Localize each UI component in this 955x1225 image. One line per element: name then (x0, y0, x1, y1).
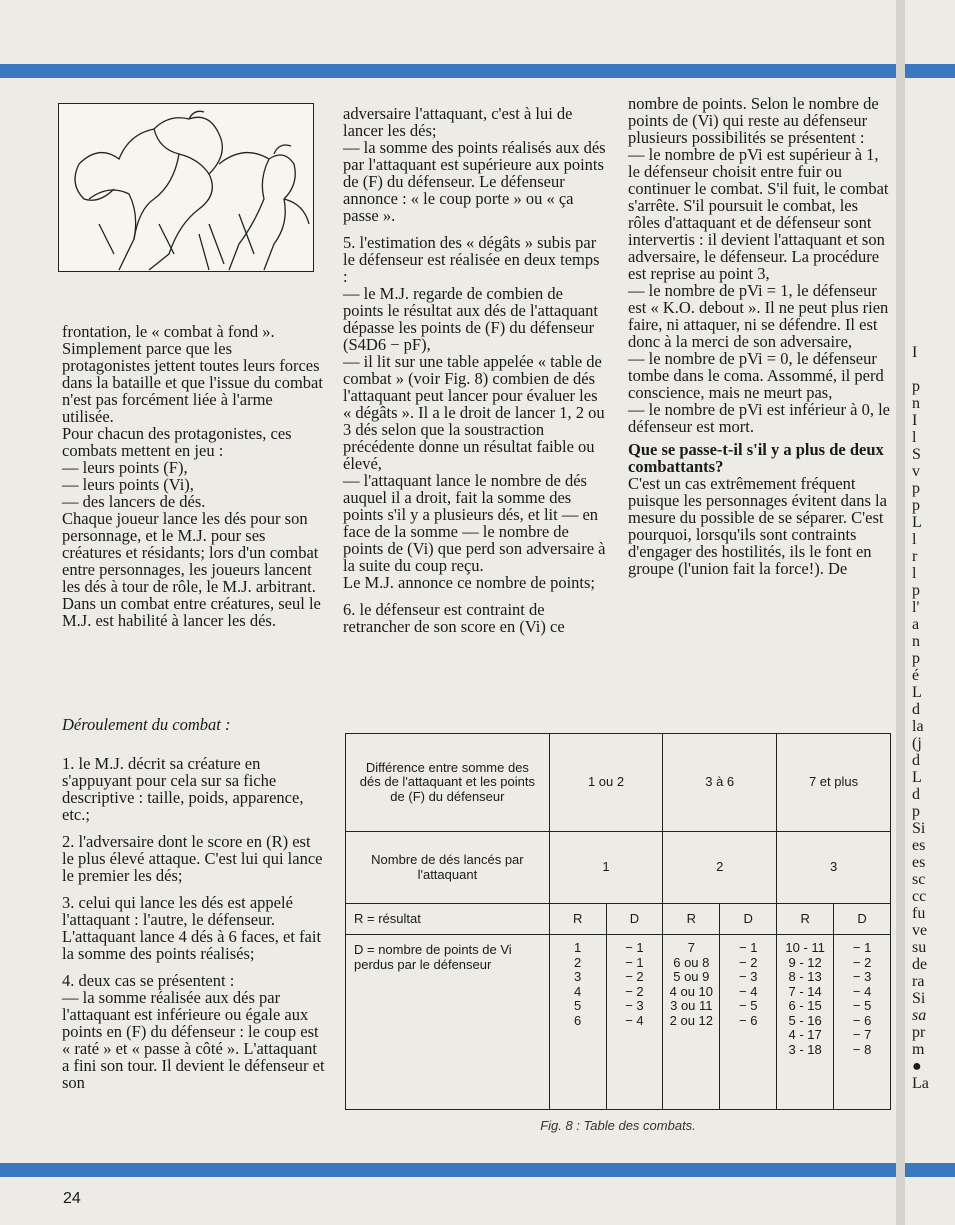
table-value: 7 - 14 (788, 983, 822, 999)
paragraph: Dans un combat entre créatures, seul le M.J. est habilité à lancer les dés. (62, 594, 321, 630)
table-value: − 1 (852, 940, 872, 955)
table-value: − 7 (852, 1027, 872, 1042)
step-item: 3. celui qui lance les dés est appelé l'attaquant : l'autre, le défenseur. L'attaquant lance 4 dés à 6 faces, et fait la somme des points réalisés; (62, 893, 322, 963)
table-value: − 1 (625, 940, 644, 955)
table-value: 3 ou 11 (670, 998, 713, 1013)
table-value: 3 (574, 969, 582, 984)
table-value: − 6 (852, 1012, 872, 1028)
table-value: − 1 (739, 940, 758, 955)
step-item: 1. le M.J. décrit sa créature en s'appuyant pour cela sur sa fiche descriptive : taille, poids, apparence, etc.; (62, 754, 304, 824)
edge-fragment: l (912, 565, 917, 582)
edge-fragment: L (912, 684, 922, 701)
table-cell: R (549, 904, 606, 935)
edge-fragment: Si (912, 990, 926, 1007)
table-column-g1-r (549, 935, 606, 1110)
table-cell: 1 ou 2 (549, 734, 663, 832)
table-header-dice-count: Nombre de dés lancés par l'attaquant (346, 832, 550, 904)
edge-fragment: sa (912, 1007, 927, 1024)
list-item: — leurs points (Vi), (62, 475, 194, 494)
paragraph: — le nombre de pVi est inférieur à 0, le défenseur est mort. (628, 400, 891, 436)
table-header-difference: Différence entre somme des dés de l'attaquant et les points de (F) du défenseur (346, 734, 550, 832)
edge-fragment: p (912, 650, 920, 667)
table-cell: 3 à 6 (663, 734, 777, 832)
paragraph: — le nombre de pVi = 1, le défenseur est « K.O. debout ». Il ne peut plus rien faire, ni attaquer, ni se défendre. Il est donc à la merci de son adversaire, (628, 281, 889, 351)
table-value: 2 ou 12 (669, 1012, 713, 1028)
paragraph: nombre de points. Selon le nombre de points de (Vi) qui reste au défenseur plusieurs possibilités se présentent : (628, 94, 879, 147)
edge-fragment: ve (912, 922, 928, 939)
step-item: 4. deux cas se présentent : (62, 971, 235, 990)
column-3 (628, 95, 890, 577)
edge-fragment: es (912, 837, 926, 854)
edge-fragment: d (912, 701, 920, 718)
table-value: − 2 (739, 954, 758, 970)
table-value: 4 ou 10 (669, 983, 713, 999)
table-cell: 2 (663, 832, 777, 904)
edge-fragment: d (912, 786, 920, 803)
edge-fragment: p (912, 497, 920, 514)
page-gutter (896, 0, 905, 1225)
section-heading: Déroulement du combat : (62, 715, 231, 734)
table-header-points-lost: D = nombre de points de Vi perdus par le défenseur (346, 935, 550, 1110)
table-value: 4 - 17 (788, 1027, 822, 1042)
paragraph: — la somme des points réalisés aux dés par l'attaquant est supérieure aux points de (F) du défenseur. Le défenseur annonce : « le coup porte » ou « ça passe ». (343, 138, 606, 225)
step-item: — la somme réalisée aux dés par l'attaquant est inférieure ou égale aux points en (F) du défenseur : le coup est « raté » et « passe à côté ». L'attaquant a fini son tour. Il devient le défenseur et son (62, 988, 325, 1092)
next-page-edge (908, 0, 955, 1225)
edge-fragment: v (912, 463, 920, 480)
step-item: 2. l'adversaire dont le score en (R) est le plus élevé attaque. C'est lui qui lance le premier les dés; (62, 832, 323, 885)
edge-fragment: fu (912, 905, 926, 922)
table-column-g3-d (834, 935, 891, 1110)
table-value: − 5 (739, 998, 758, 1013)
table-cell: R (663, 904, 720, 935)
table-value: − 5 (852, 998, 872, 1013)
paragraph: C'est un cas extrêmement fréquent puisque les personnages évitent dans la mesure du possible de se séparer. C'est pourquoi, lorsqu'ils sont contraints d'engager des hostilités, ils le font en groupe (l'union fait la force!). De (628, 474, 887, 578)
table-value: − 6 (739, 1012, 758, 1028)
list-item: — des lancers de dés. (62, 492, 206, 511)
paragraph: Le M.J. annonce ce nombre de points; (343, 573, 596, 592)
edge-fragment: de (912, 956, 928, 973)
edge-fragment: d (912, 752, 920, 769)
edge-fragment: l' (912, 599, 920, 616)
edge-fragment: sc (912, 871, 926, 888)
table-value: 2 (574, 954, 582, 970)
table-value: 4 (574, 983, 582, 999)
paragraph: adversaire l'attaquant, c'est à lui de lancer les dés; (343, 104, 573, 140)
combat-table (345, 733, 891, 1110)
table-cell: D (606, 904, 663, 935)
table-value: − 2 (852, 954, 872, 970)
edge-fragment: é (912, 667, 920, 684)
edge-fragment: p (912, 803, 920, 820)
table-value: 5 ou 9 (673, 969, 710, 984)
paragraph: — le M.J. regarde de combien de points le résultat aux dés de l'attaquant dépasse les points de (F) du défenseur (S4D6 − pF), (343, 284, 598, 354)
edge-fragment: La (912, 1075, 929, 1092)
edge-fragment: es (912, 854, 926, 871)
column-1-top (62, 323, 324, 629)
edge-fragment: L (912, 769, 922, 786)
table-value: 3 - 18 (788, 1041, 822, 1057)
table-value: 6 - 15 (788, 998, 822, 1013)
edge-fragment: l (912, 531, 917, 548)
edge-fragment: cc (912, 888, 927, 905)
figure-caption: Fig. 8 : Table des combats. (540, 1118, 696, 1133)
edge-fragment: I (912, 412, 918, 429)
edge-fragment: Si (912, 820, 926, 837)
column-1-bottom (62, 716, 326, 1091)
table-column-g1-d (606, 935, 663, 1110)
table-header-result: R = résultat (346, 904, 550, 935)
table-value: − 8 (852, 1041, 872, 1057)
list-item: — leurs points (F), (62, 458, 188, 477)
table-value: 6 (574, 1012, 582, 1028)
table-cell: 1 (549, 832, 663, 904)
edge-fragment: S (912, 446, 921, 463)
edge-fragment: ● (912, 1058, 922, 1075)
paragraph: 6. le défenseur est contraint de retrancher de son score en (Vi) ce (343, 600, 565, 636)
table-column-g2-d (720, 935, 777, 1110)
edge-fragment: l (912, 429, 917, 446)
edge-fragment: p (912, 480, 920, 497)
paragraph: — le nombre de pVi = 0, le défenseur tombe dans le coma. Assommé, il perd conscience, mais ne meurt pas, (628, 349, 884, 402)
table-value: 1 (574, 940, 582, 955)
table-value: − 3 (852, 969, 872, 984)
section-heading: Que se passe-t-il s'il y a plus de deux combattants? (628, 440, 884, 476)
table-value: 6 ou 8 (673, 954, 710, 970)
edge-fragment: (j (912, 735, 922, 752)
combat-illustration (58, 103, 314, 272)
table-value: − 3 (625, 998, 644, 1013)
table-value: − 4 (625, 1012, 644, 1028)
edge-fragment: a (912, 616, 920, 633)
table-cell: D (720, 904, 777, 935)
table-value: − 4 (739, 983, 758, 999)
table-value: 9 - 12 (788, 954, 822, 970)
table-value: − 3 (739, 969, 758, 984)
edge-fragment: pr (912, 1024, 926, 1041)
table-cell: 7 et plus (777, 734, 891, 832)
table-value: 8 - 13 (788, 969, 822, 984)
table-column-g2-r (663, 935, 720, 1110)
table-value: 7 (687, 940, 695, 955)
table-value: − 4 (852, 983, 872, 999)
paragraph: 5. l'estimation des « dégâts » subis par le défenseur est réalisée en deux temps : (343, 233, 600, 286)
edge-fragment: L (912, 514, 922, 531)
table-value: 10 - 11 (785, 940, 825, 955)
edge-fragment: ra (912, 973, 925, 990)
table-column-g3-r (777, 935, 834, 1110)
top-rule (0, 64, 955, 78)
table-cell: D (834, 904, 891, 935)
edge-fragment: r (912, 548, 918, 565)
paragraph: Pour chacun des protagonistes, ces combats mettent en jeu : (62, 424, 292, 460)
table-cell: R (777, 904, 834, 935)
edge-fragment: p (912, 378, 920, 395)
edge-fragment: su (912, 939, 927, 956)
paragraph: frontation, le « combat à fond ». Simplement parce que les protagonistes jettent toutes leurs forces dans la bataille et que l'issue du combat n'est pas forcément liée à l'arme utilisée. (62, 322, 323, 426)
paragraph: — l'attaquant lance le nombre de dés auquel il a droit, fait la somme des points s'il y a plusieurs dés, et lit — en face de la somme — le nombre de points de (Vi) que perd son adversaire à la suite du coup reçu. (343, 471, 606, 575)
table-value: − 1 (625, 954, 644, 970)
table-value: 5 (574, 998, 582, 1013)
column-2 (343, 105, 607, 635)
paragraph: — le nombre de pVi est supérieur à 1, le défenseur choisit entre fuir ou continuer le combat. S'il fuit, le combat s'arrête. S'il poursuit le combat, les rôles d'attaquant et de défenseur sont intervertis : il devient l'attaquant et son adversaire, le défenseur. La procédure est reprise au point 3, (628, 145, 889, 283)
table-value: 5 - 16 (788, 1012, 822, 1028)
edge-fragment: p (912, 582, 920, 599)
paragraph: — il lit sur une table appelée « table de combat » (voir Fig. 8) combien de dés l'attaquant peut lancer pour évaluer les « dégâts ». Il a le droit de lancer 1, 2 ou 3 dés selon que la soustraction précédente donne un résultat faible ou élevé, (343, 352, 605, 473)
bottom-rule (0, 1163, 955, 1177)
edge-fragment: m (912, 1041, 925, 1058)
edge-fragment: I (912, 344, 918, 361)
edge-fragment: n (912, 633, 920, 650)
table-value: − 2 (625, 969, 644, 984)
edge-fragment: n (912, 395, 920, 412)
edge-fragment: la (912, 718, 924, 735)
table-value: − 2 (625, 983, 644, 999)
table-cell: 3 (777, 832, 891, 904)
paragraph: Chaque joueur lance les dés pour son personnage, et le M.J. pour ses créatures et résidants; lors d'un combat entre personnages, les joueurs lancent les dés à tour de rôle, le M.J. arbitrant. (62, 509, 319, 596)
page-number: 24 (63, 1190, 81, 1207)
